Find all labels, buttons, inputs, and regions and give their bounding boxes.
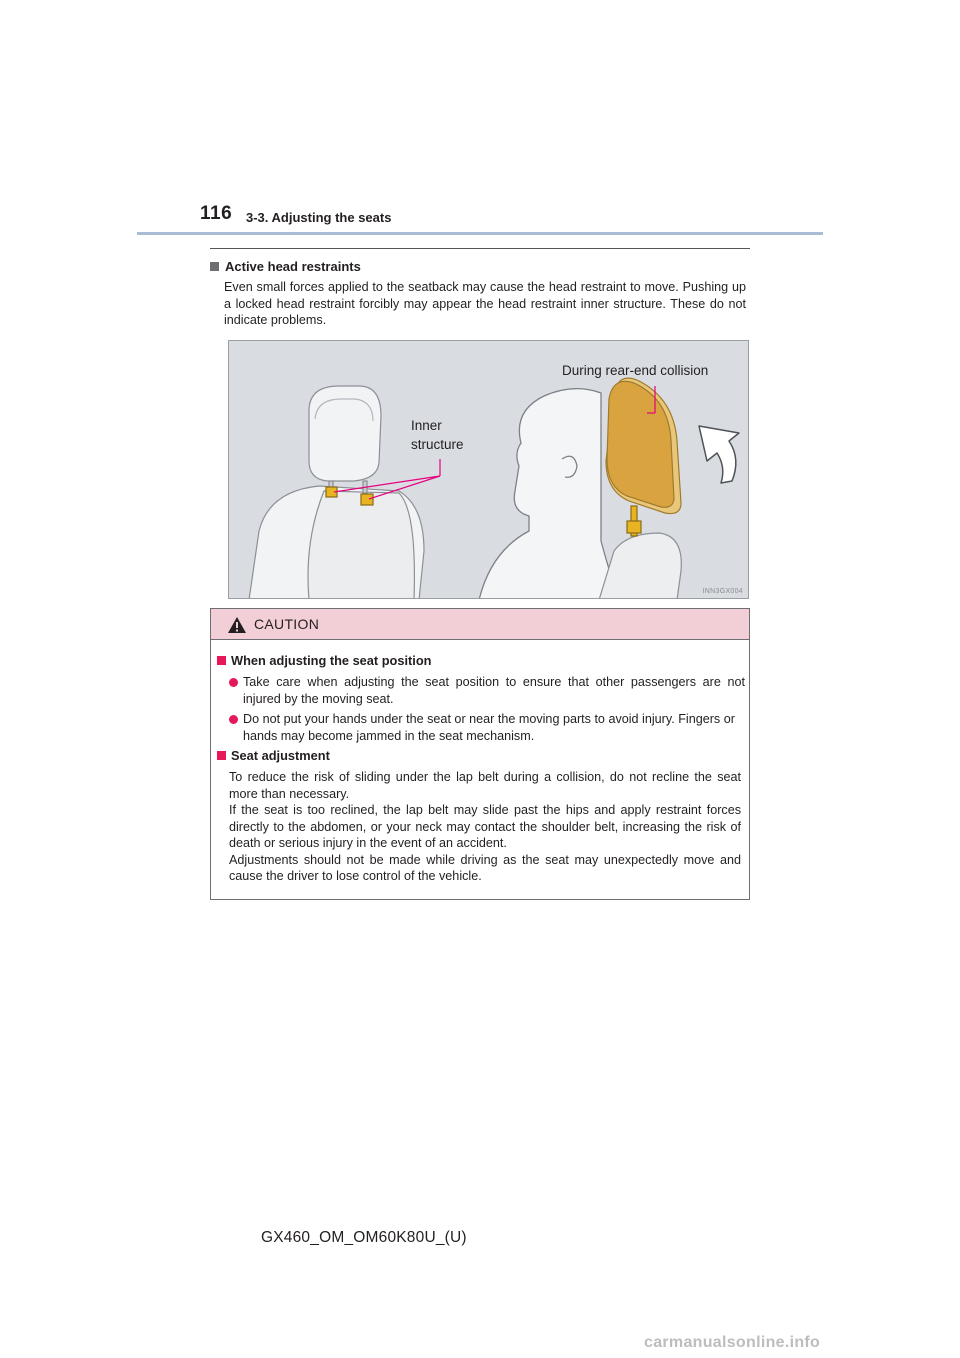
right-seat-illustration	[599, 378, 681, 599]
watermark: carmanualsonline.info	[644, 1334, 821, 1351]
inner-structure-label-line1: Inner	[411, 418, 442, 433]
active-head-restraints-body: Even small forces applied to the seatback may cause the head restraint to move. Pushing up a locked head restraint forcibly may appear the head restraint inner structure. These do not indicate problems.	[224, 280, 746, 327]
square-bullet-icon	[217, 751, 226, 760]
person-silhouette	[479, 389, 619, 599]
caution-bullet-1	[229, 674, 745, 707]
active-head-restraints-heading	[210, 259, 361, 274]
caution-paragraph-3: Adjustments should not be made while driving as the seat may unexpectedly move and cause the driver to lose control of the vehicle.	[229, 852, 741, 883]
caution-seat-adjustment-heading	[217, 748, 330, 763]
round-bullet-icon	[229, 715, 238, 724]
caution-bullet-2-text: Do not put your hands under the seat or near the moving parts to avoid injury. Fingers or hands may become jammed in the seat mechanism.	[243, 712, 735, 743]
caution-bullet-1-text: Take care when adjusting the seat position to ensure that other passengers are not injured by the moving seat.	[243, 675, 745, 706]
left-seat-illustration	[249, 386, 424, 599]
curved-arrow-icon	[699, 426, 739, 483]
warning-triangle-icon	[227, 616, 247, 634]
caution-bullet-2	[229, 711, 745, 744]
caution-heading-text: When adjusting the seat position	[231, 653, 432, 668]
caution-seat-position-heading	[217, 653, 432, 668]
section-title: 3-3. Adjusting the seats	[246, 210, 392, 225]
caution-paragraph-2: If the seat is too reclined, the lap belt may slide past the hips and apply restraint forces directly to the abdomen, or your neck may contact the shoulder belt, increasing the risk of death or serious injury in the event of an accident.	[229, 803, 741, 850]
caution-title: CAUTION	[254, 616, 320, 632]
section-rule	[210, 248, 750, 249]
caution-paragraph-1: To reduce the risk of sliding under the lap belt during a collision, do not recline the seat more than necessary.	[229, 770, 741, 801]
round-bullet-icon	[229, 678, 238, 687]
heading-text: Active head restraints	[225, 259, 361, 274]
header-rule	[137, 232, 823, 235]
square-bullet-icon	[217, 656, 226, 665]
caution-header	[211, 609, 749, 640]
head-restraint-figure	[228, 340, 749, 599]
inner-structure-label-line2: structure	[411, 437, 464, 452]
inner-structure-label	[411, 416, 464, 454]
rear-end-collision-label: During rear-end collision	[562, 363, 709, 378]
square-bullet-icon	[210, 262, 219, 271]
caution-box	[210, 608, 750, 900]
caution-heading-text: Seat adjustment	[231, 748, 330, 763]
caution-seat-adjustment-body	[229, 769, 741, 885]
page-number: 116	[200, 203, 233, 224]
footer-model-code: GX460_OM_OM60K80U_(U)	[261, 1229, 467, 1246]
figure-code: INN3GX004	[702, 588, 743, 595]
